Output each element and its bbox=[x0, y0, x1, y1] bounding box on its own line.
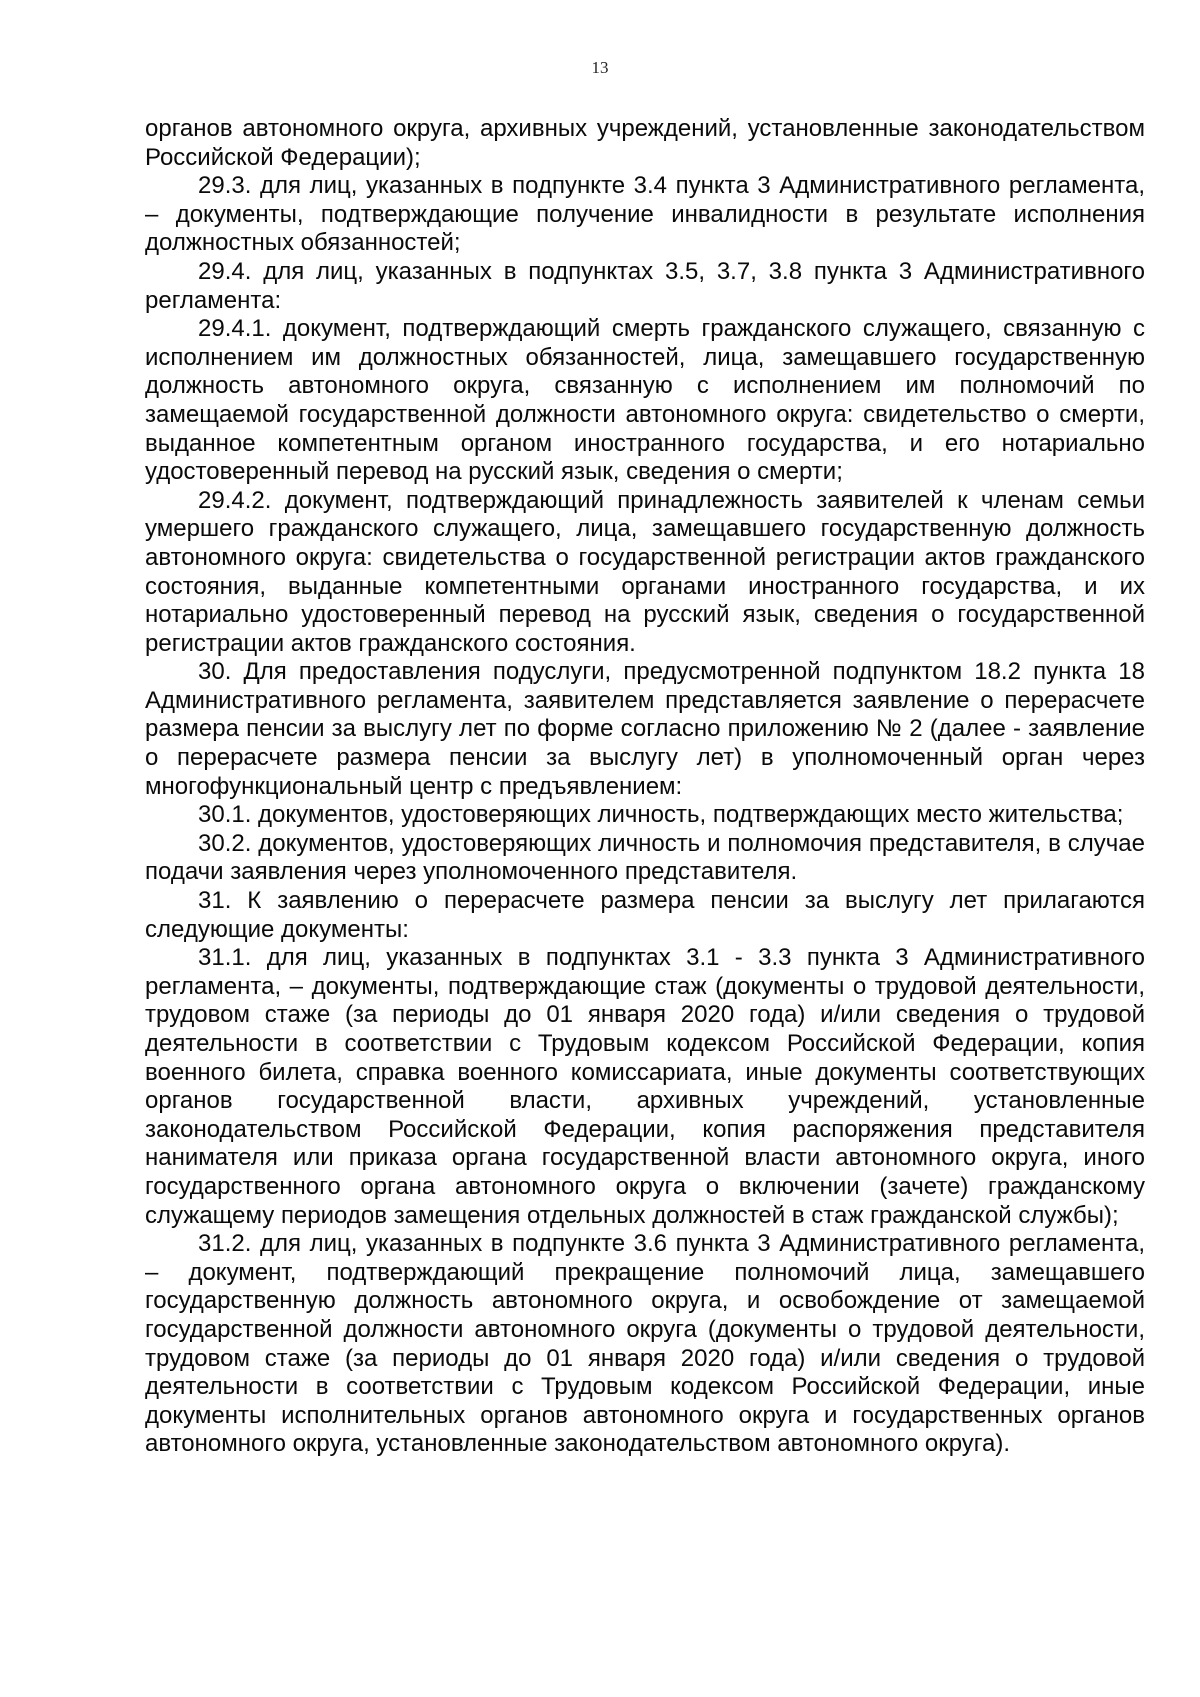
paragraph-29-4: 29.4. для лиц, указанных в подпунктах 3.5, 3.7, 3.8 пункта 3 Административного регламента: bbox=[145, 257, 1145, 314]
paragraph-31: 31. К заявлению о перерасчете размера пенсии за выслугу лет прилагаются следующие документы: bbox=[145, 887, 1145, 943]
paragraph-31-1: 31.1. для лиц, указанных в подпунктах 3.1 - 3.3 пункта 3 Административного регламента, – документы, подтверждающие стаж (документы о трудовой деятельности, трудовом стаже (за периоды до 01 января 2020 года) и/или сведения о трудовой деятельности в соответствии с Трудовым кодексом Российской Федерации, копия военного билета, справка военного комиссариата, иные документы соответствующих органов государственной власти, архивных учреждений, установленные законодательством Российской Федерации, копия распоряжения представителя нанимателя или приказа органа государственной власти автономного округа, иного государственного органа автономного округа о включении (зачете) гражданскому служащему периодов замещения отдельных должностей в стаж гражданской службы); bbox=[145, 944, 1145, 1229]
paragraph-29-4-1: 29.4.1. документ, подтверждающий смерть гражданского служащего, связанную с исполнением им должностных обязанностей, лица, замещавшего государственную должность автономного округа, связанную с исполнением им полномочий по замещаемой государственной должности автономного округа: свидетельство о смерти, выданное компетентным органом иностранного государства, и его нотариально удостоверенный перевод на русский язык, сведения о смерти; bbox=[145, 315, 1145, 486]
paragraph-29-3: 29.3. для лиц, указанных в подпункте 3.4 пункта 3 Административного регламента, – документы, подтверждающие получение инвалидности в результате исполнения должностных обязанностей; bbox=[145, 172, 1145, 257]
paragraph-30-2: 30.2. документов, удостоверяющих личность и полномочия представителя, в случае подачи заявления через уполномоченного представителя. bbox=[145, 829, 1145, 886]
paragraph-29-4-2: 29.4.2. документ, подтверждающий принадлежность заявителей к членам семьи умершего гражданского служащего, лица, замещавшего государственную должность автономного округа: свидетельства о государственной регистрации актов гражданского состояния, выданные компетентными органами иностранного государства, и их нотариально удостоверенный перевод на русский язык, сведения о государственной регистрации актов гражданского состояния. bbox=[145, 486, 1145, 657]
paragraph-30-1: 30.1. документов, удостоверяющих личность, подтверждающих место жительства; bbox=[198, 801, 1124, 829]
paragraph-30: 30. Для предоставления подуслуги, предусмотренной подпунктом 18.2 пункта 18 Административного регламента, заявителем представляется заявление о перерасчете размера пенсии за выслугу лет по форме согласно приложению № 2 (далее - заявление о перерасчете размера пенсии за выслугу лет) в уполномоченный орган через многофункциональный центр с предъявлением: bbox=[145, 658, 1145, 800]
paragraph-continuation: органов автономного округа, архивных учреждений, установленные законодательством Российской Федерации); bbox=[145, 115, 1145, 171]
document-body bbox=[145, 115, 1145, 1459]
page-number: 13 bbox=[591, 58, 609, 77]
paragraph-31-2: 31.2. для лиц, указанных в подпункте 3.6 пункта 3 Административного регламента, – документ, подтверждающий прекращение полномочий лица, замещавшего государственную должность автономного округа, и освобождение от замещаемой государственной должности автономного округа (документы о трудовой деятельности, трудовом стаже (за периоды до 01 января 2020 года) и/или сведения о трудовой деятельности в соответствии с Трудовым кодексом Российской Федерации, иные документы исполнительных органов автономного округа и государственных органов автономного округа, установленные законодательством автономного округа). bbox=[145, 1230, 1145, 1458]
